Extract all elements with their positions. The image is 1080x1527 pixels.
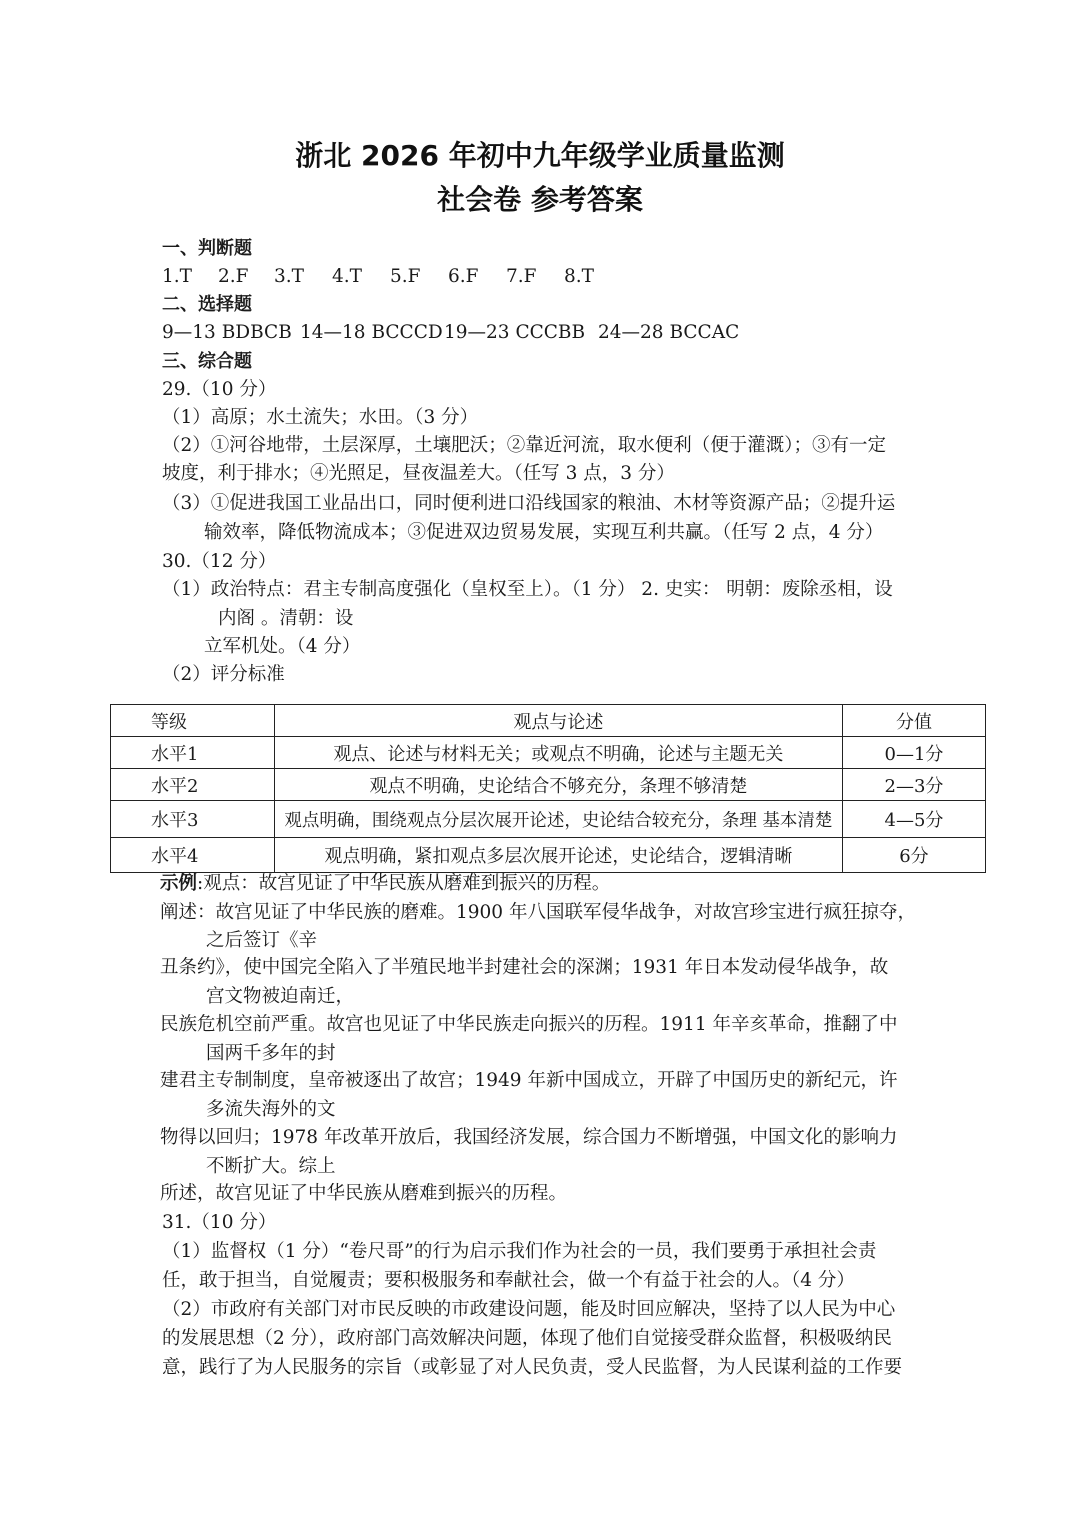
answer-item: 4.T — [332, 266, 362, 287]
table-header-cell: 分值 — [842, 705, 985, 737]
example-label: 示例 — [160, 873, 198, 894]
example-line — [160, 871, 610, 897]
grading-table — [110, 704, 986, 873]
answer-item: 2.F — [218, 266, 249, 287]
example-line: 国两千多年的封 — [206, 1043, 336, 1064]
answer-item: 5.F — [390, 266, 421, 287]
q29-answer-line: （3）①促进我国工业品出口，同时便利进口沿线国家的粮油、木材等资源产品；②提升运 — [162, 493, 896, 514]
answer-group: 9—13 BDBCB — [162, 322, 292, 343]
question-30-header: 30.（12 分） — [162, 551, 277, 572]
table-row — [111, 737, 986, 769]
q29-answer-line: 输效率，降低物流成本；③促进双边贸易发展，实现互利共赢。（任写 2 点，4 分） — [204, 522, 884, 543]
answer-item: 6.F — [448, 266, 479, 287]
table-row — [111, 801, 986, 838]
q29-answer-line: （1）高原；水土流失；水田。（3 分） — [162, 407, 479, 428]
page-title: 浙北 2026 年初中九年级学业质量监测 — [295, 139, 785, 172]
table-cell: 6分 — [842, 838, 985, 873]
table-cell: 水平4 — [111, 838, 275, 873]
judgement-answers — [162, 264, 594, 290]
section-heading-comprehensive: 三、综合题 — [162, 351, 252, 372]
answer-group: 14—18 BCCCD — [300, 322, 443, 343]
table-header-cell: 等级 — [111, 705, 275, 737]
q30-answer-line: 内阁 。清朝：设 — [218, 608, 354, 629]
section-heading-judgement: 一、判断题 — [162, 238, 252, 259]
table-row — [111, 838, 986, 873]
example-line: 物得以回归；1978 年改革开放后，我国经济发展，综合国力不断增强，中国文化的影响力 — [160, 1127, 898, 1148]
q30-answer-line: （2）评分标准 — [162, 664, 285, 685]
example-line: 阐述：故宫见证了中华民族的磨难。1900 年八国联军侵华战争，对故宫珍宝进行疯狂掠夺， — [160, 902, 916, 923]
table-cell: 2—3分 — [842, 769, 985, 801]
q31-answer-line: 任，敢于担当，自觉履责；要积极服务和奉献社会，做一个有益于社会的人。（4 分） — [162, 1270, 855, 1291]
answer-group: 24—28 BCCAC — [598, 322, 740, 343]
q31-answer-line: （1）监督权（1 分）“卷尺哥”的行为启示我们作为社会的一员，我们要勇于承担社会责 — [162, 1241, 877, 1262]
q31-answer-line: （2）市政府有关部门对市民反映的市政建设问题，能及时回应解决，坚持了以人民为中心 — [162, 1299, 896, 1320]
q30-answer-line: （1）政治特点：君主专制高度强化（皇权至上）。（1 分） 2. 史实： 明朝：废除丞相，设 — [162, 579, 893, 600]
answer-group: 19—23 CCCBB — [444, 322, 586, 343]
table-cell: 水平1 — [111, 737, 275, 769]
example-line: 不断扩大。综上 — [206, 1156, 336, 1177]
table-row — [111, 769, 986, 801]
example-line: 丑条约》，使中国完全陷入了半殖民地半封建社会的深渊；1931 年日本发动侵华战争，故 — [160, 957, 889, 978]
q31-answer-line: 意，践行了为人民服务的宗旨（或彰显了对人民负责，受人民监督，为人民谋利益的工作要 — [162, 1357, 903, 1378]
question-29-header: 29.（10 分） — [162, 379, 277, 400]
table-cell: 观点明确，围绕观点分层次展开论述，史论结合较充分，条理 基本清楚 — [274, 801, 842, 838]
choice-answers — [162, 320, 739, 346]
example-line: 多流失海外的文 — [206, 1099, 336, 1120]
example-line: 所述，故宫见证了中华民族从磨难到振兴的历程。 — [160, 1183, 568, 1204]
q30-answer-line: 立军机处。（4 分） — [204, 636, 361, 657]
table-cell: 观点明确，紧扣观点多层次展开论述，史论结合，逻辑清晰 — [274, 838, 842, 873]
table-cell: 水平3 — [111, 801, 275, 838]
example-text: :观点：故宫见证了中华民族从磨难到振兴的历程。 — [197, 873, 611, 894]
answer-item: 3.T — [274, 266, 304, 287]
table-cell: 0—1分 — [842, 737, 985, 769]
table-header-cell: 观点与论述 — [274, 705, 842, 737]
table-header-row — [111, 705, 986, 737]
q29-answer-line: 坡度，利于排水；④光照足，昼夜温差大。（任写 3 点，3 分） — [162, 463, 675, 484]
answer-item: 7.F — [506, 266, 537, 287]
example-line: 民族危机空前严重。故宫也见证了中华民族走向振兴的历程。1911 年辛亥革命，推翻了中 — [160, 1014, 898, 1035]
table-cell: 4—5分 — [842, 801, 985, 838]
q29-answer-line: （2）①河谷地带，土层深厚，土壤肥沃；②靠近河流，取水便利（便于灌溉）；③有一定 — [162, 435, 887, 456]
example-line: 之后签订《辛 — [206, 930, 318, 951]
q31-answer-line: 的发展思想（2 分），政府部门高效解决问题，体现了他们自觉接受群众监督，积极吸纳民 — [162, 1328, 892, 1349]
page-subtitle: 社会卷 参考答案 — [437, 183, 643, 216]
section-heading-choice: 二、选择题 — [162, 294, 252, 315]
example-line: 宫文物被迫南迁， — [206, 986, 355, 1007]
answer-item: 8.T — [564, 266, 594, 287]
answer-item: 1.T — [162, 266, 192, 287]
question-31-header: 31.（10 分） — [162, 1212, 277, 1233]
table-cell: 观点、论述与材料无关；或观点不明确，论述与主题无关 — [274, 737, 842, 769]
table-cell: 水平2 — [111, 769, 275, 801]
table-cell: 观点不明确，史论结合不够充分，条理不够清楚 — [274, 769, 842, 801]
example-line: 建君主专制制度，皇帝被逐出了故宫；1949 年新中国成立，开辟了中国历史的新纪元，许 — [160, 1070, 898, 1091]
